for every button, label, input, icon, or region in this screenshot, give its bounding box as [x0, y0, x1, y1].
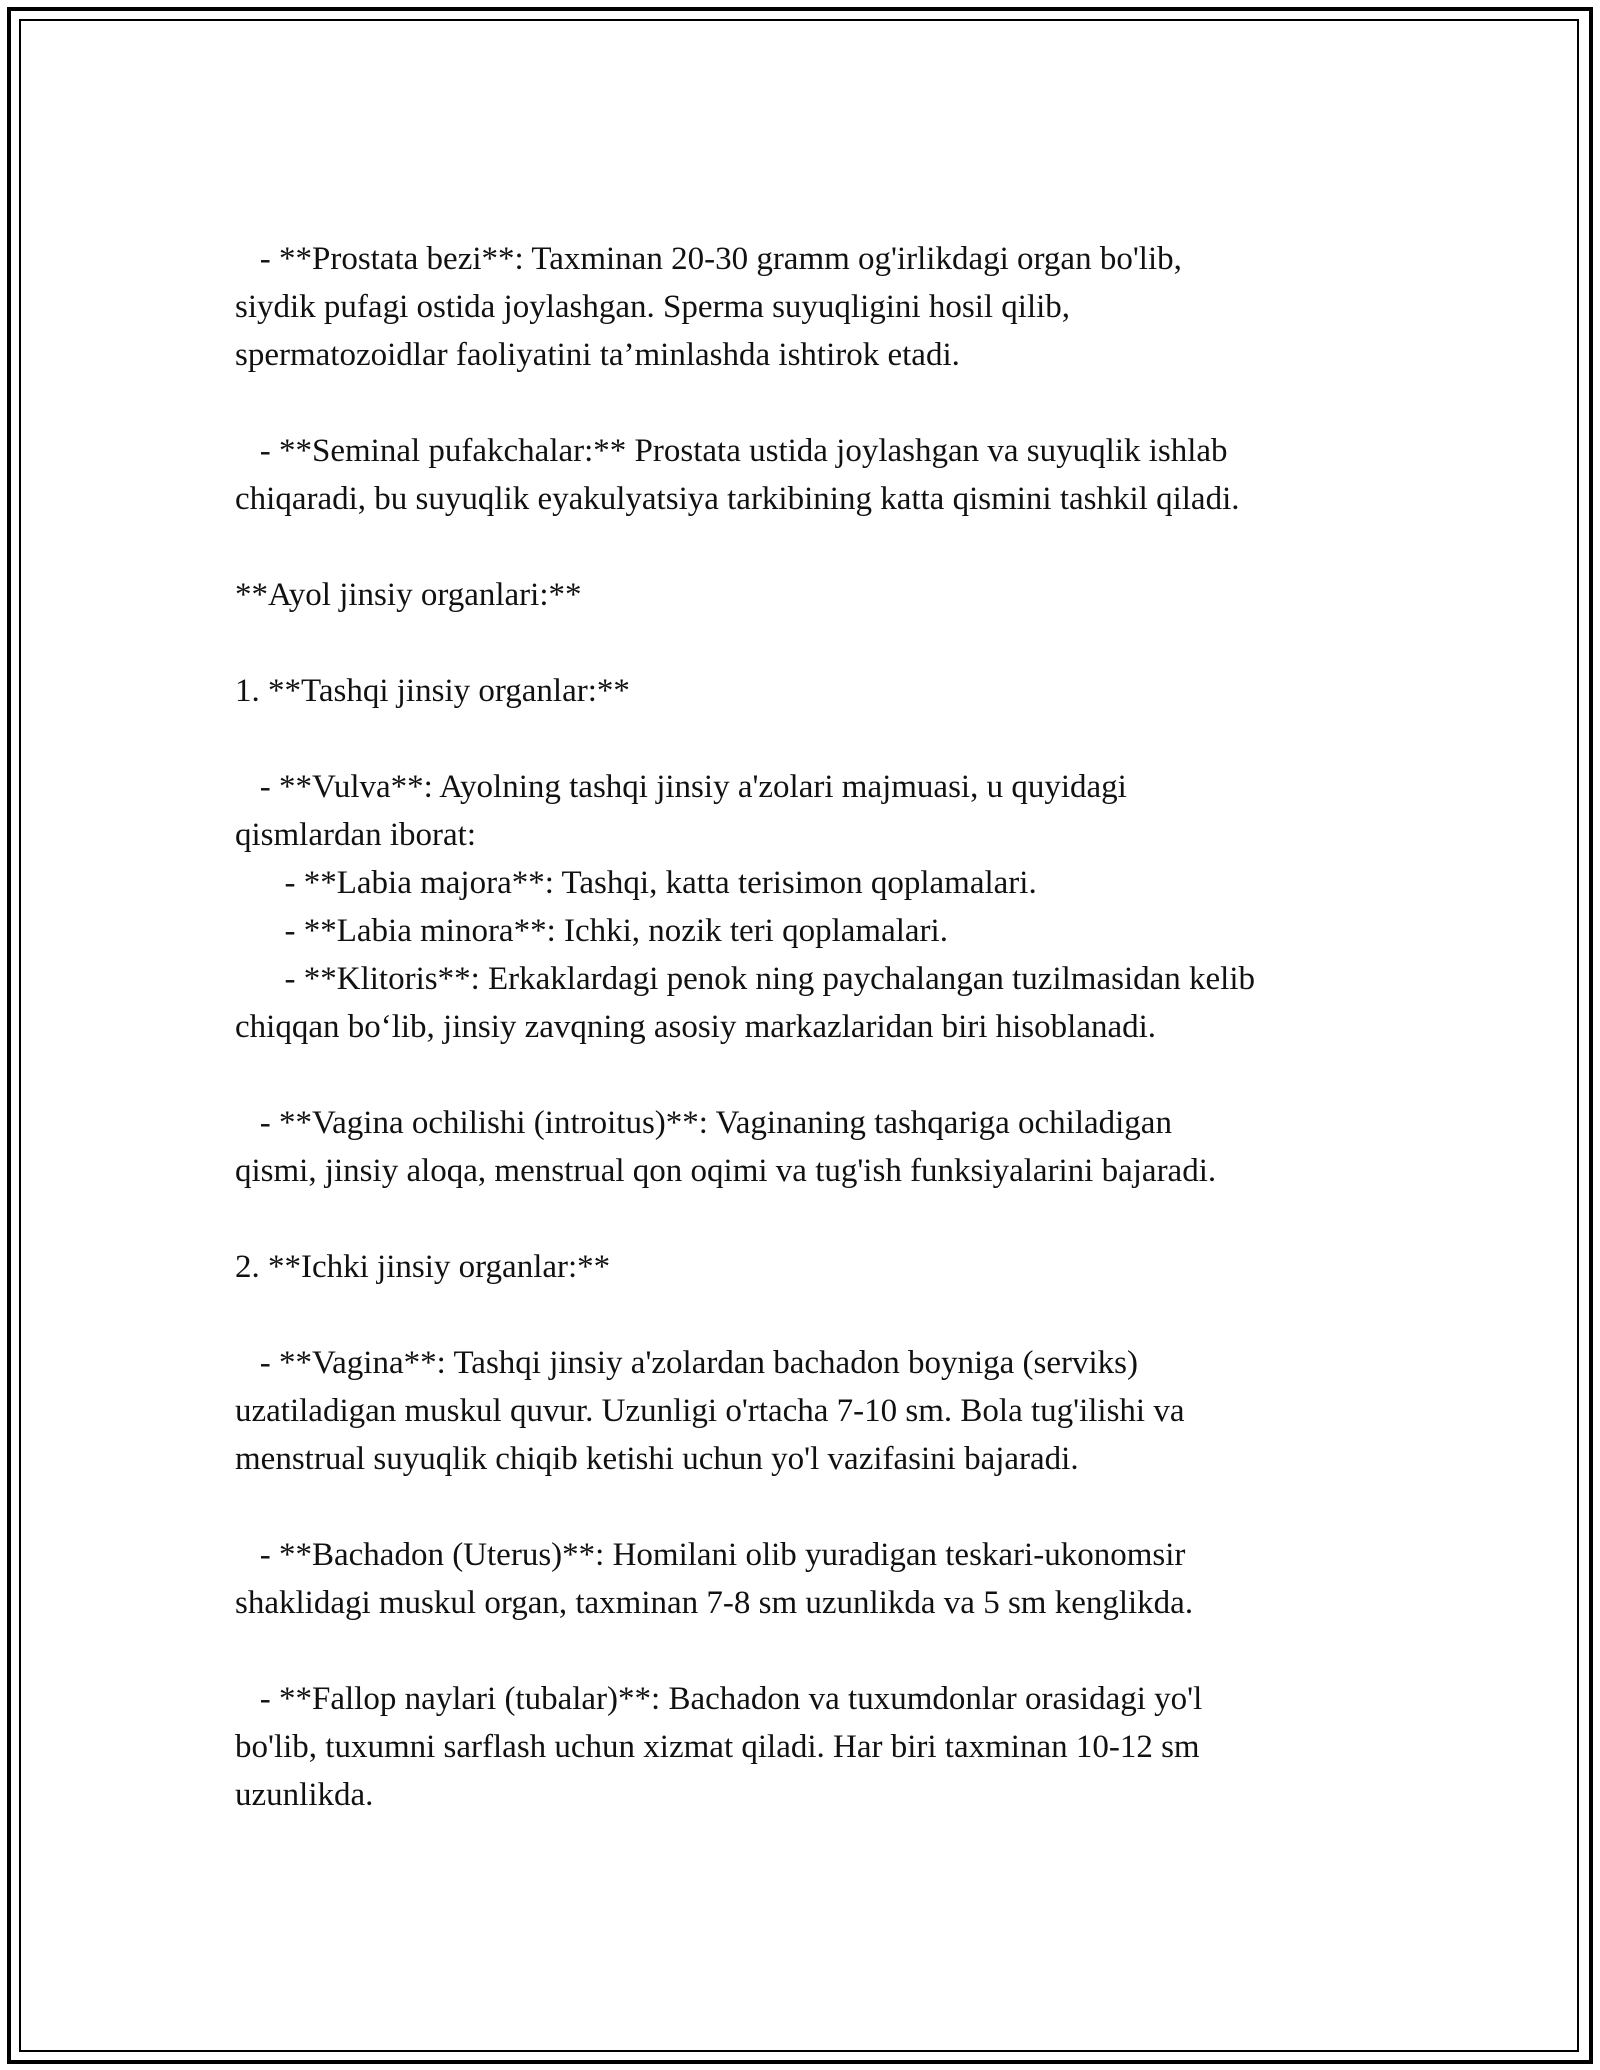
text-line: - **Klitoris**: Erkaklardagi penok ning paychalangan tuzilmasidan kelib [235, 961, 1255, 997]
text-line: siydik pufagi ostida joylashgan. Sperma suyuqligini hosil qilib, [235, 289, 1071, 325]
text-line: - **Labia majora**: Tashqi, katta terisimon qoplamalari. [235, 865, 1037, 901]
document-body [235, 235, 1385, 1819]
text-line: bo'lib, tuxumni sarflash uchun xizmat qiladi. Har biri taxminan 10-12 sm [235, 1729, 1200, 1765]
text-line: - **Vagina**: Tashqi jinsiy a'zolardan bachadon boyniga (serviks) [235, 1345, 1138, 1381]
blank-line [235, 379, 1385, 427]
text-line: - **Vulva**: Ayolning tashqi jinsiy a'zolari majmuasi, u quyidagi [235, 769, 1127, 805]
blank-line [235, 523, 1385, 571]
text-line: - **Seminal pufakchalar:** Prostata ustida joylashgan va suyuqlik ishlab [235, 433, 1228, 469]
text-line: qismi, jinsiy aloqa, menstrual qon oqimi va tug'ish funksiyalarini bajaradi. [235, 1153, 1217, 1189]
text-line: uzunlikda. [235, 1777, 374, 1813]
text-line: - **Prostata bezi**: Taxminan 20-30 gramm og'irlikdagi organ bo'lib, [235, 241, 1182, 277]
text-line: chiqqan bo‘lib, jinsiy zavqning asosiy markazlaridan biri hisoblanadi. [235, 1009, 1157, 1045]
blank-line [235, 1483, 1385, 1531]
section-heading: **Ayol jinsiy organlari:** [235, 577, 582, 613]
subsection-heading: 1. **Tashqi jinsiy organlar:** [235, 673, 630, 709]
blank-line [235, 1195, 1385, 1243]
text-line: shaklidagi muskul organ, taxminan 7-8 sm uzunlikda va 5 sm kenglikda. [235, 1585, 1194, 1621]
text-line: - **Vagina ochilishi (introitus)**: Vaginaning tashqariga ochiladigan [235, 1105, 1172, 1141]
blank-line [235, 715, 1385, 763]
blank-line [235, 1291, 1385, 1339]
text-line: - **Fallop naylari (tubalar)**: Bachadon va tuxumdonlar orasidagi yo'l [235, 1681, 1203, 1717]
text-line: - **Labia minora**: Ichki, nozik teri qoplamalari. [235, 913, 948, 949]
text-line: menstrual suyuqlik chiqib ketishi uchun yo'l vazifasini bajaradi. [235, 1441, 1079, 1477]
subsection-heading: 2. **Ichki jinsiy organlar:** [235, 1249, 611, 1285]
blank-line [235, 1627, 1385, 1675]
text-line: spermatozoidlar faoliyatini ta’minlashda ishtirok etadi. [235, 337, 960, 373]
text-line: qismlardan iborat: [235, 817, 477, 853]
text-line: uzatiladigan muskul quvur. Uzunligi o'rtacha 7-10 sm. Bola tug'ilishi va [235, 1393, 1185, 1429]
blank-line [235, 1051, 1385, 1099]
blank-line [235, 619, 1385, 667]
text-line: chiqaradi, bu suyuqlik eyakulyatsiya tarkibining katta qismini tashkil qiladi. [235, 481, 1240, 517]
text-line: - **Bachadon (Uterus)**: Homilani olib yuradigan teskari-ukonomsir [235, 1537, 1186, 1573]
